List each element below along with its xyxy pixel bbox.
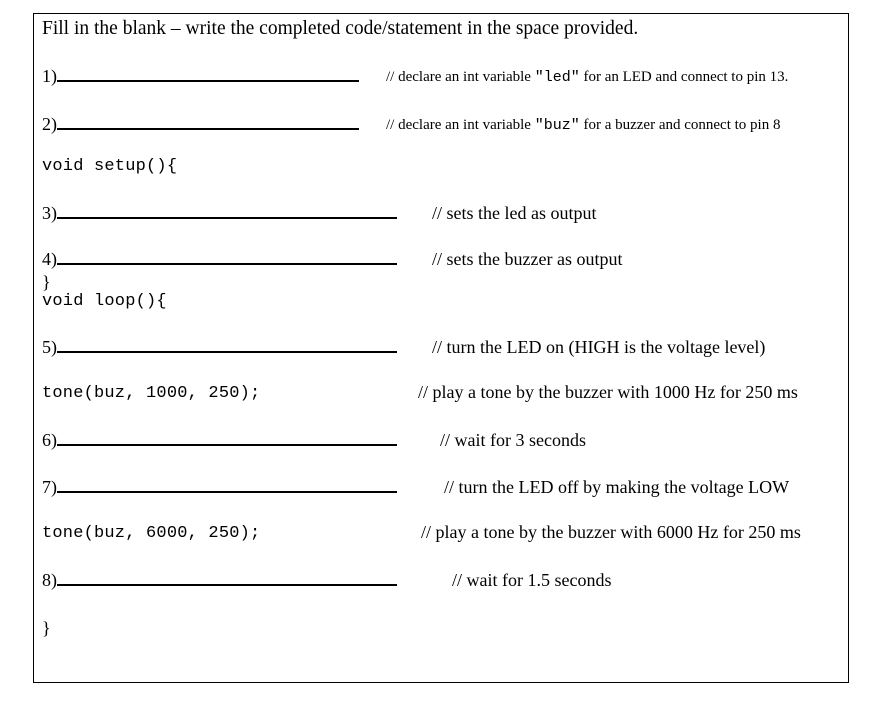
comment-text: for a buzzer and connect to pin 8 (579, 117, 781, 133)
instructions-title: Fill in the blank – write the completed code/statement in the space provided. (42, 18, 639, 39)
tone-statement-2: tone(buz, 6000, 250); (42, 524, 261, 543)
question-number: 5) (42, 337, 57, 357)
question-number: 1) (42, 66, 57, 86)
question-5 (42, 337, 397, 358)
comment-2 (386, 117, 780, 134)
code-snippet: "buz" (534, 117, 580, 134)
comment-1 (386, 69, 788, 86)
question-number: 8) (42, 570, 57, 590)
answer-blank-1[interactable] (57, 79, 359, 82)
question-7 (42, 477, 397, 498)
comment-text: // declare an int variable (386, 69, 535, 85)
comment-5: // turn the LED on (HIGH is the voltage level) (432, 337, 766, 357)
question-8 (42, 570, 397, 591)
comment-tone-1: // play a tone by the buzzer with 1000 Hz for 250 ms (418, 382, 798, 402)
code-snippet: "led" (534, 69, 580, 86)
question-6 (42, 430, 397, 451)
question-number: 2) (42, 114, 57, 134)
setup-close: } (42, 272, 51, 292)
answer-blank-7[interactable] (57, 490, 397, 493)
loop-close: } (42, 618, 51, 638)
tone-statement-1: tone(buz, 1000, 250); (42, 384, 261, 403)
answer-blank-5[interactable] (57, 350, 397, 353)
comment-tone-2: // play a tone by the buzzer with 6000 Hz for 250 ms (421, 522, 801, 542)
answer-blank-8[interactable] (57, 583, 397, 586)
loop-open: void loop(){ (42, 292, 167, 311)
answer-blank-4[interactable] (57, 262, 397, 265)
answer-blank-6[interactable] (57, 443, 397, 446)
comment-3: // sets the led as output (432, 203, 597, 223)
question-number: 7) (42, 477, 57, 497)
question-number: 6) (42, 430, 57, 450)
answer-blank-3[interactable] (57, 216, 397, 219)
comment-8: // wait for 1.5 seconds (452, 570, 612, 590)
question-1 (42, 66, 359, 87)
comment-7: // turn the LED off by making the voltage LOW (444, 477, 790, 497)
setup-open: void setup(){ (42, 157, 178, 176)
comment-6: // wait for 3 seconds (440, 430, 586, 450)
question-4 (42, 249, 397, 270)
question-number: 4) (42, 249, 57, 269)
question-2 (42, 114, 359, 135)
comment-4: // sets the buzzer as output (432, 249, 623, 269)
comment-text: // declare an int variable (386, 117, 535, 133)
answer-blank-2[interactable] (57, 127, 359, 130)
question-number: 3) (42, 203, 57, 223)
question-3 (42, 203, 397, 224)
comment-text: for an LED and connect to pin 13. (579, 69, 789, 85)
